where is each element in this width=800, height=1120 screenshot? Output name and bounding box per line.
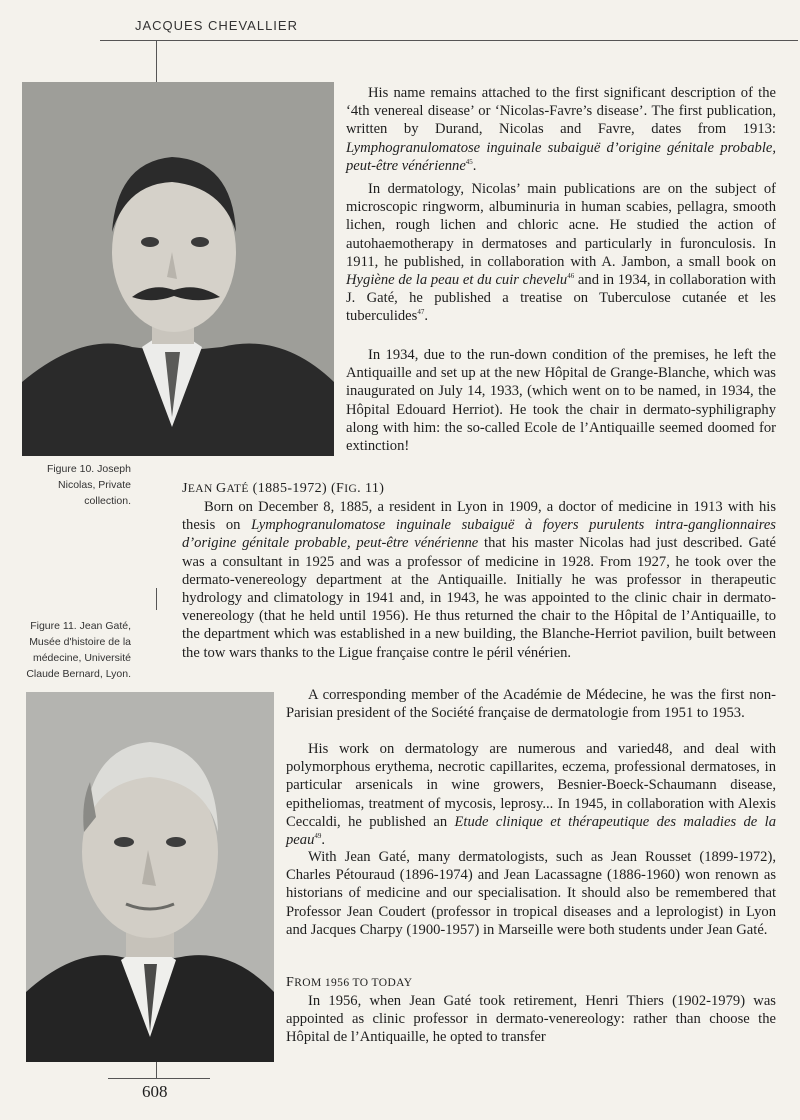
section-heading-jean-gate: JEAN GATÉ (1885-1972) (FIG. 11) (182, 481, 385, 496)
paragraph-gate-academie: A corresponding member of the Académie de Médecine, he was the first non-Parisian president of the Société française de dermatologie from 1951 to 1953. (286, 687, 776, 722)
vertical-rule-middle (156, 588, 157, 610)
paragraph-gate-students: With Jean Gaté, many dermatologists, such as Jean Rousset (1899-1972), Charles Pétouraud (1896-1974) and Jean Lacassagne (1886-1960) won renown as historians of medicine and our specialisation. It should also be remembered that Professor Jean Coudert (professor in tropical diseases and a leprologist) in Lyon and Jacques Charpy (1900-1957) in Marseille were both students under Jean Gaté. (286, 849, 776, 938)
page-number: 608 (142, 1082, 168, 1101)
paragraph-nicolas-favre: His name remains attached to the first significant description of the ‘4th venereal disease’ or ‘Nicolas-Favre’s disease’. The first publication, written by Durand, Nicolas and Favre, dates from 1913: Lymphogranulomatose inguinale subaiguë d’origine génitale probable, peut-être vénérienne$^{45}$. (346, 85, 776, 174)
paragraph-thiers: In 1956, when Jean Gaté took retirement, Henri Thiers (1902-1979) was appointed as clinic professor in dermato-venereology: rather than choose the Hôpital de l’Antiquaille, he opted to transfer (286, 993, 776, 1046)
vertical-rule-bottom (156, 1062, 157, 1078)
figure-11-caption: Figure 11. Jean Gaté, Musée d'histoire de la médecine, Université Claude Bernard, Lyon. (26, 620, 131, 680)
figure-11-photo-jean-gate (26, 692, 274, 1062)
paragraph-gate-works: His work on dermatology are numerous and varied48, and deal with polymorphous erythema, necrotic capillarites, eczema, professional dermatoses, in particular arsenicals in wine growers, Besnier-Boeck-Schaumann disease, epitheliomas, treatment of mycosis, leprosy... In 1945, in collaboration with Alexis Ceccaldi, he published an Etude clinique et thérapeutique des maladies de la peau$^{49}$. (286, 741, 776, 849)
vertical-rule-top (156, 40, 157, 82)
footer-rule (108, 1078, 210, 1079)
paragraph-antiquaille-move: In 1934, due to the run-down condition of the premises, he left the Antiquaille and set up at the new Hôpital de Grange-Blanche, which was inaugurated on July 14, 1933, (which went on to be named, in 1934, the Hôpital Edouard Herriot). He took the chair in dermato-syphiligraphy along with him: the so-called Ecole de l’Antiquaille seemed doomed for extinction! (346, 347, 776, 455)
header-rule (100, 40, 798, 41)
running-head: JACQUES CHEVALLIER (135, 18, 298, 33)
figure-10-photo-joseph-nicolas (22, 82, 334, 456)
figure-10-caption: Figure 10. Joseph Nicolas, Private collection. (46, 463, 131, 507)
paragraph-gate-biography: Born on December 8, 1885, a resident in Lyon in 1909, a doctor of medicine in 1913 with his thesis on Lymphogranulomatose inguinale subaiguë à foyers purulents intra-ganglionnaires d’origine génitale probable, peut-être vénérienne that his master Nicolas had just described. Gaté was a consultant in 1925 and was a professor of medicine in 1928. From 1927, he took over the dermato-venereology department at the Antiquaille. Initially he was professor in therapeutic hydrology and climatology in 1941 and, in 1943, he was appointed to the clinic chair in dermato-venereology (that he held until 1956). He thus returned the chair to the Hôpital de l’Antiquaille, to the department which was established in a new building, the Blanche-Herriot pavilion, built between the tow wars thanks to the Ligue française contre le péril vénérien. (182, 499, 776, 661)
paragraph-nicolas-publications: In dermatology, Nicolas’ main publications are on the subject of microscopic ringworm, albuminuria in human scabies, pellagra, smooth lichen, rough lichen and chloric acne. He studied the action of autohaemotherapy in dermatoses and particularly in furonculosis. In 1911, he published, in collaboration with A. Jambon, a small book on Hygiène de la peau et du cuir chevelu$^{46}$ and in 1934, in collaboration with J. Gaté, he published a treatise on Tuberculose cutanée et les tuberculides$^{47}$. (346, 181, 776, 325)
section-heading-from-1956: FROM 1956 TO TODAY (286, 975, 413, 990)
